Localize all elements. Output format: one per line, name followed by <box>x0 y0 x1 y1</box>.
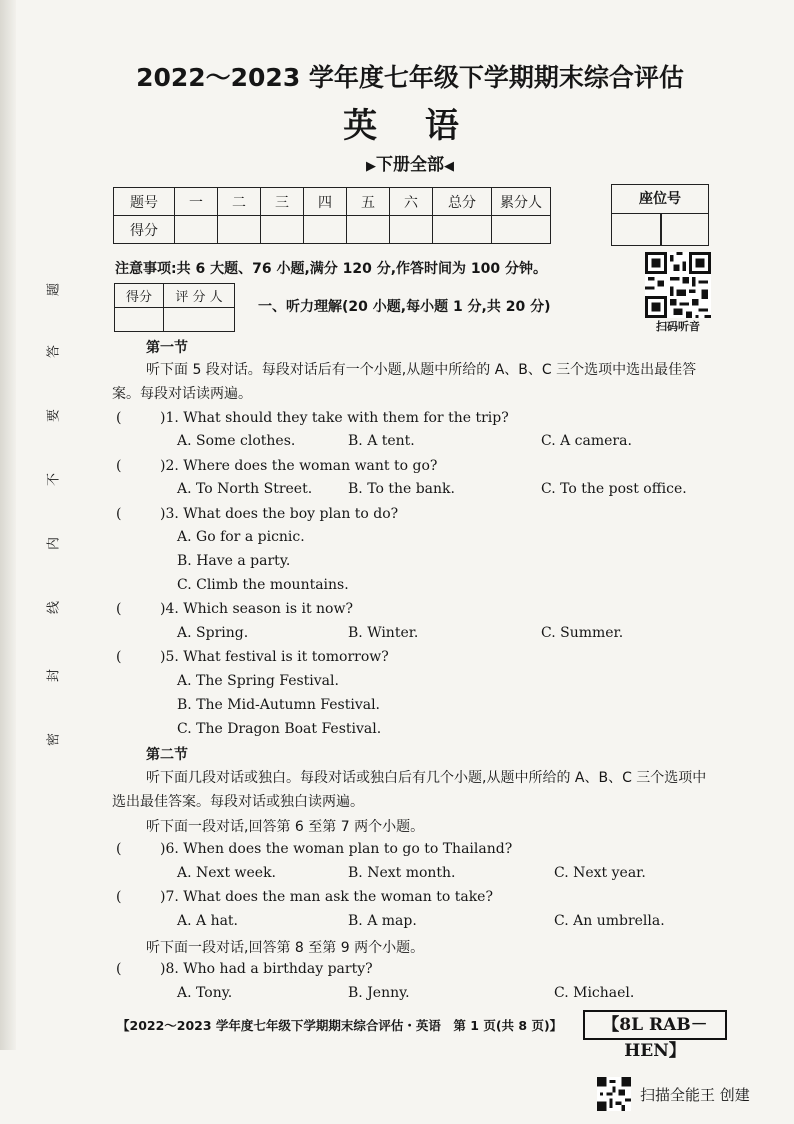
score-cell: 累分人 <box>492 188 551 216</box>
score-cell: 五 <box>347 188 390 216</box>
side-char: 封 <box>46 669 62 683</box>
q7-option-a: A. A hat. <box>177 913 239 929</box>
score-blank[interactable] <box>261 216 304 244</box>
score-blank[interactable] <box>433 216 492 244</box>
grader-reviewer-label: 评 分 人 <box>164 284 235 308</box>
answer-paren[interactable]: ( <box>116 601 122 617</box>
question-3-stem: )3. What does the boy plan to do? <box>160 506 399 522</box>
seat-number-box <box>611 184 709 246</box>
q2-option-c: C. To the post office. <box>541 481 687 497</box>
section-title: 一、听力理解(20 小题,每小题 1 分,共 20 分) <box>258 299 551 315</box>
answer-paren[interactable]: ( <box>116 889 122 905</box>
q1-option-c: C. A camera. <box>541 433 632 449</box>
scanner-watermark: 扫描全能王 创建 <box>640 1086 750 1104</box>
score-cell: 二 <box>218 188 261 216</box>
exam-title: 2022～2023 学年度七年级下学期期末综合评估 <box>136 63 684 92</box>
side-char: 不 <box>46 473 62 487</box>
side-char: 题 <box>46 283 62 297</box>
q8-option-c: C. Michael. <box>554 985 635 1001</box>
score-table-header-row <box>114 188 551 216</box>
q6-option-a: A. Next week. <box>177 865 277 881</box>
q7-option-b: B. A map. <box>348 913 417 929</box>
part2-group1-note: 听下面一段对话,回答第 6 至第 7 两个小题。 <box>146 819 425 835</box>
grader-table <box>114 283 235 332</box>
score-table-score-row <box>114 216 551 244</box>
score-cell: 总分 <box>433 188 492 216</box>
score-row-label: 得分 <box>114 216 175 244</box>
grader-blank[interactable] <box>164 308 235 332</box>
score-blank[interactable] <box>175 216 218 244</box>
q2-option-b: B. To the bank. <box>348 481 455 497</box>
exam-code-box: 【8L RAB－HEN】 <box>583 1010 727 1040</box>
question-8-stem: )8. Who had a birthday party? <box>160 961 373 977</box>
score-blank[interactable] <box>492 216 551 244</box>
qr-caption: 扫码听音 <box>656 320 700 333</box>
score-cell: 题号 <box>114 188 175 216</box>
score-blank[interactable] <box>304 216 347 244</box>
q6-option-b: B. Next month. <box>348 865 456 881</box>
part1-instructions: 听下面 5 段对话。每段对话后有一个小题,从题中所给的 A、B、C 三个选项中选出最佳答案。每段对话读两遍。 <box>112 362 697 402</box>
page-footer: 【2022～2023 学年度七年级下学期期末综合评估・英语 第 1 页(共 8 页)】 <box>117 1018 563 1033</box>
answer-paren[interactable]: ( <box>116 961 122 977</box>
question-4-stem: )4. Which season is it now? <box>160 601 353 617</box>
q4-option-c: C. Summer. <box>541 625 624 641</box>
score-table <box>113 187 551 244</box>
binding-line-notice <box>40 280 64 750</box>
question-6-stem: )6. When does the woman plan to go to Thailand? <box>160 841 513 857</box>
side-char: 线 <box>46 601 62 615</box>
score-blank[interactable] <box>218 216 261 244</box>
score-cell: 一 <box>175 188 218 216</box>
score-blank[interactable] <box>347 216 390 244</box>
score-cell: 四 <box>304 188 347 216</box>
grader-blank[interactable] <box>115 308 164 332</box>
q2-option-a: A. To North Street. <box>177 481 313 497</box>
q4-option-a: A. Spring. <box>177 625 249 641</box>
answer-paren[interactable]: ( <box>116 506 122 522</box>
exam-notice: 注意事项:共 6 大题、76 小题,满分 120 分,作答时间为 100 分钟。 <box>115 261 548 277</box>
answer-paren[interactable]: ( <box>116 841 122 857</box>
side-char: 答 <box>46 345 62 359</box>
q3-option-c: C. Climb the mountains. <box>177 577 349 593</box>
q7-option-c: C. An umbrella. <box>554 913 665 929</box>
question-2-stem: )2. Where does the woman want to go? <box>160 458 438 474</box>
qr-code-icon[interactable] <box>645 252 711 318</box>
answer-paren[interactable]: ( <box>116 649 122 665</box>
q1-option-a: A. Some clothes. <box>177 433 296 449</box>
scanner-qr-icon <box>597 1077 631 1111</box>
q8-option-b: B. Jenny. <box>348 985 410 1001</box>
answer-paren[interactable]: ( <box>116 458 122 474</box>
score-cell: 三 <box>261 188 304 216</box>
q5-option-b: B. The Mid-Autumn Festival. <box>177 697 380 713</box>
q3-option-a: A. Go for a picnic. <box>177 529 305 545</box>
right-triangle-icon: ▶ <box>366 159 376 174</box>
page-edge-shadow <box>0 0 16 1050</box>
side-char: 密 <box>46 733 62 747</box>
part2-heading: 第二节 <box>146 747 188 763</box>
part1-heading: 第一节 <box>146 340 188 356</box>
q8-option-a: A. Tony. <box>177 985 233 1001</box>
volume-label <box>345 150 475 175</box>
answer-paren[interactable]: ( <box>116 410 122 426</box>
volume-text: 下册全部 <box>376 155 444 175</box>
question-5-stem: )5. What festival is it tomorrow? <box>160 649 389 665</box>
seat-divider <box>660 214 662 245</box>
side-char: 要 <box>46 409 62 423</box>
question-1-stem: )1. What should they take with them for the trip? <box>160 410 509 426</box>
question-7-stem: )7. What does the man ask the woman to take? <box>160 889 493 905</box>
seat-number-label: 座位号 <box>612 185 708 214</box>
score-blank[interactable] <box>390 216 433 244</box>
q3-option-b: B. Have a party. <box>177 553 291 569</box>
q1-option-b: B. A tent. <box>348 433 415 449</box>
left-triangle-icon: ◀ <box>444 159 454 174</box>
part2-group2-note: 听下面一段对话,回答第 8 至第 9 两个小题。 <box>146 940 425 956</box>
subject-title: 英 语 <box>343 106 477 146</box>
side-char: 内 <box>46 537 62 551</box>
q5-option-c: C. The Dragon Boat Festival. <box>177 721 382 737</box>
part2-instructions: 听下面几段对话或独白。每段对话或独白后有几个小题,从题中所给的 A、B、C 三个选项中选出最佳答案。每段对话或独白读两遍。 <box>112 770 707 810</box>
q5-option-a: A. The Spring Festival. <box>177 673 339 689</box>
q4-option-b: B. Winter. <box>348 625 419 641</box>
q6-option-c: C. Next year. <box>554 865 646 881</box>
score-cell: 六 <box>390 188 433 216</box>
grader-score-label: 得分 <box>115 284 164 308</box>
